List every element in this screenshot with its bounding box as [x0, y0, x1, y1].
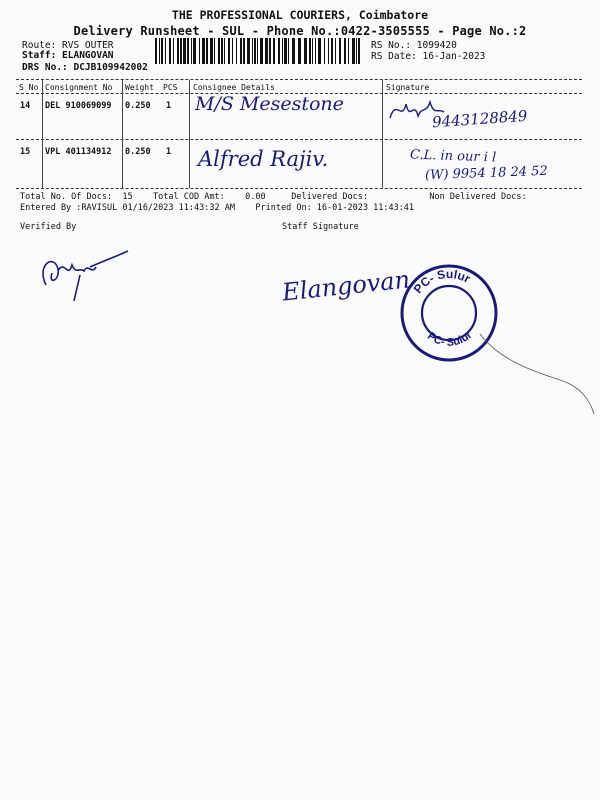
barcode-bar — [180, 38, 182, 64]
barcode-bar — [358, 38, 360, 64]
barcode-bar — [224, 38, 225, 64]
signature-phone-handwriting: (W) 9954 18 24 52 — [424, 163, 548, 184]
barcode-bar — [282, 38, 283, 64]
pen-stroke — [470, 330, 600, 420]
row-pcs: 1 — [166, 147, 172, 157]
barcode-bar — [159, 38, 160, 64]
barcode-bar — [243, 38, 245, 64]
table-top-rule — [16, 79, 582, 80]
barcode-bar — [247, 38, 250, 64]
barcode-bar — [218, 38, 220, 64]
barcode-bar — [324, 38, 325, 64]
col-header-sno: S No — [19, 83, 39, 92]
rs-number: RS No.: 1099420 — [371, 40, 457, 51]
barcode-bar — [210, 38, 213, 64]
barcode-bar — [348, 38, 349, 64]
route-label: Route: RVS OUTER — [22, 40, 114, 51]
barcode-bar — [315, 38, 316, 64]
rs-date: RS Date: 16-Jan-2023 — [371, 51, 486, 62]
signature-handwriting: C.L. in our i l — [409, 147, 497, 166]
consignee-handwriting: Alfred Rajiv. — [198, 147, 329, 171]
consignee-handwriting: M/S Mesestone — [195, 93, 344, 115]
col-header-pcs: PCS — [163, 83, 178, 92]
row-weight: 0.250 — [125, 101, 151, 111]
row-pcs: 1 — [166, 101, 172, 111]
barcode-bar — [187, 38, 189, 64]
totals-line: Total No. Of Docs: 15 Total COD Amt: 0.00 Delivered Docs: Non Delivered Docs: — [20, 192, 527, 202]
barcode — [155, 38, 360, 64]
barcode-bar — [199, 38, 200, 64]
barcode-bar — [183, 38, 186, 64]
barcode-bar — [292, 38, 295, 64]
barcode-bar — [214, 38, 215, 64]
stamp-top-text: PC- Sulur — [410, 266, 473, 296]
barcode-bar — [312, 38, 313, 64]
barcode-bar — [278, 38, 280, 64]
barcode-bar — [232, 38, 233, 64]
barcode-bar — [191, 38, 192, 64]
col-header-consignment: Consignment No — [45, 83, 113, 92]
verified-by-label: Verified By — [20, 222, 77, 232]
barcode-bar — [273, 38, 275, 64]
staff-signature-handwriting: Elangovan — [280, 265, 412, 307]
row-divider — [16, 139, 582, 140]
barcode-graphic — [155, 38, 360, 64]
barcode-bar — [328, 38, 329, 64]
barcode-bar — [260, 38, 263, 64]
row-consignment: DEL 910069099 — [45, 101, 112, 111]
drs-number: DRS No.: DCJB109942002 — [22, 62, 148, 73]
barcode-bar — [240, 38, 242, 64]
barcode-bar — [335, 38, 336, 64]
col-header-consignee: Consignee Details — [193, 83, 275, 92]
barcode-bar — [236, 38, 237, 64]
barcode-bar — [252, 38, 253, 64]
barcode-bar — [257, 38, 258, 64]
col-divider — [122, 80, 123, 188]
signature-phone-handwriting: 9443128849 — [431, 106, 528, 132]
barcode-bar — [228, 38, 230, 64]
verifier-signature — [28, 245, 138, 305]
staff-signature-label: Staff Signature — [282, 222, 359, 232]
row-weight: 0.250 — [125, 147, 151, 157]
barcode-bar — [193, 38, 196, 64]
row-consignment: VPL 401134912 — [45, 147, 112, 157]
barcode-bar — [269, 38, 271, 64]
barcode-bar — [352, 38, 355, 64]
barcode-bar — [318, 38, 321, 64]
barcode-bar — [356, 38, 357, 64]
runsheet-title: Delivery Runsheet - SUL - Phone No.:0422-3505555 - Page No.:2 — [73, 24, 527, 38]
barcode-bar — [265, 38, 268, 64]
barcode-bar — [339, 38, 341, 64]
barcode-bar — [254, 38, 256, 64]
barcode-bar — [161, 38, 163, 64]
barcode-bar — [173, 38, 174, 64]
col-divider — [189, 80, 190, 188]
staff-label: Staff: ELANGOVAN — [22, 50, 114, 61]
barcode-bar — [298, 38, 301, 64]
company-name: THE PROFESSIONAL COURIERS, Coimbatore — [171, 8, 429, 22]
table-bottom-rule — [16, 188, 582, 189]
barcode-bar — [202, 38, 205, 64]
barcode-bar — [169, 38, 171, 64]
row-sno: 15 — [20, 147, 31, 157]
col-header-signature: Signature — [386, 83, 430, 92]
stamp-bottom-text: PC- Sulur — [425, 329, 475, 349]
barcode-bar — [206, 38, 208, 64]
barcode-bar — [165, 38, 166, 64]
barcode-bar — [331, 38, 333, 64]
barcode-bar — [177, 38, 179, 64]
barcode-bar — [344, 38, 346, 64]
barcode-bar — [221, 38, 223, 64]
barcode-bar — [309, 38, 311, 64]
svg-text:PC- Sulur — [425, 329, 475, 349]
row-sno: 14 — [20, 101, 31, 111]
col-header-weight: Weight — [125, 83, 154, 92]
barcode-bar — [304, 38, 307, 64]
barcode-bar — [288, 38, 289, 64]
entered-by-line: Entered By :RAVISUL 01/16/2023 11:43:32 AM Printed On: 16-01-2023 11:43:41 — [20, 203, 415, 213]
col-divider — [382, 80, 383, 188]
col-divider — [42, 80, 43, 188]
barcode-bar — [155, 38, 157, 64]
barcode-bar — [284, 38, 287, 64]
